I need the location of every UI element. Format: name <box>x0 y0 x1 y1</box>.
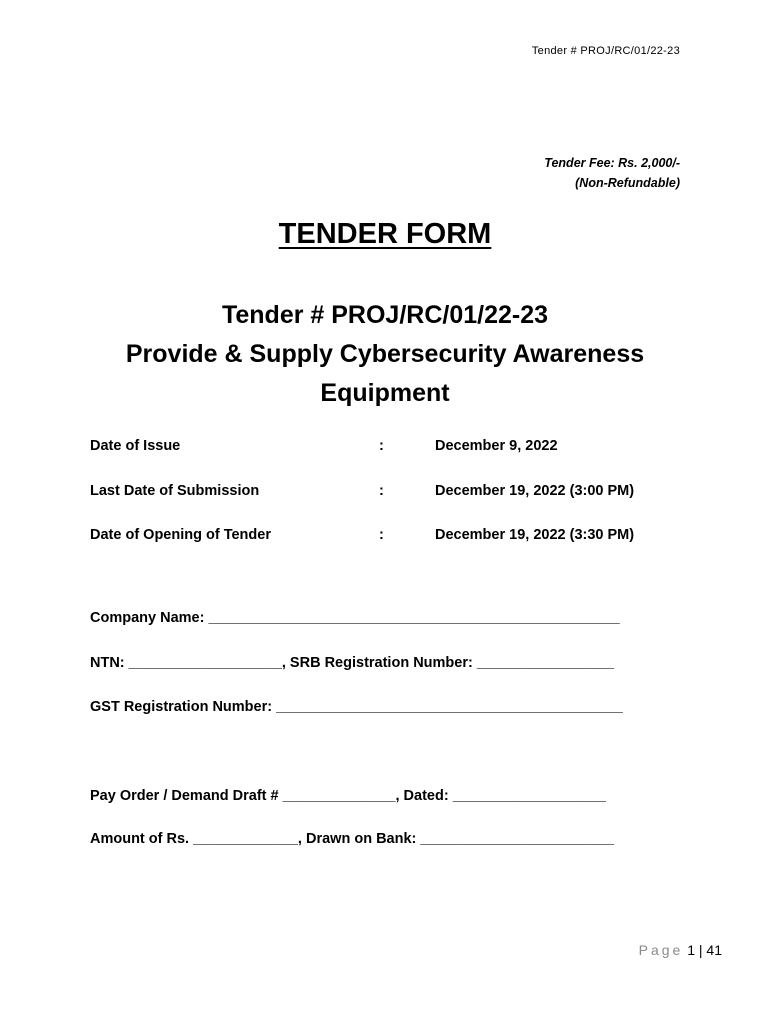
tender-fee-block <box>544 153 680 193</box>
date-row-value: December 19, 2022 (3:30 PM) <box>435 527 635 543</box>
date-row-separator: : <box>379 527 384 543</box>
header-tender-ref: Tender # PROJ/RC/01/22-23 <box>531 45 680 57</box>
page-total: 41 <box>706 942 722 958</box>
subject-tender-number: Tender # PROJ/RC/01/22-23 <box>221 301 549 329</box>
page-current: 1 <box>687 942 695 958</box>
date-row-label: Last Date of Submission <box>90 483 260 499</box>
subject-description-line2: Equipment <box>320 379 450 407</box>
tender-fee-note: (Non-Refundable) <box>575 176 680 190</box>
page-number-footer <box>639 942 722 958</box>
date-row-label: Date of Issue <box>90 438 181 454</box>
amount-bank-field[interactable]: Amount of Rs. _____________, Drawn on Bank: ________________________ <box>90 831 614 847</box>
page-separator: | <box>698 942 703 958</box>
company-name-field[interactable]: Company Name: ___________________________________________________ <box>90 610 620 626</box>
date-row-value: December 9, 2022 <box>435 438 558 454</box>
page-word: Page <box>638 942 684 958</box>
date-row-separator: : <box>379 483 384 499</box>
tender-subject <box>0 296 770 413</box>
pay-order-field[interactable]: Pay Order / Demand Draft # ______________, Dated: ___________________ <box>90 788 606 804</box>
gst-registration-field[interactable]: GST Registration Number: ___________________________________________ <box>90 699 623 715</box>
tender-fee-amount: Tender Fee: Rs. 2,000/- <box>544 156 680 170</box>
ntn-srb-field[interactable]: NTN: ___________________, SRB Registration Number: _________________ <box>90 655 614 671</box>
subject-description-line1: Provide & Supply Cybersecurity Awareness <box>125 340 645 368</box>
date-row-separator: : <box>379 438 384 454</box>
date-row-label: Date of Opening of Tender <box>90 527 271 543</box>
date-row-value: December 19, 2022 (3:00 PM) <box>435 483 635 499</box>
page-title: TENDER FORM <box>278 218 492 250</box>
